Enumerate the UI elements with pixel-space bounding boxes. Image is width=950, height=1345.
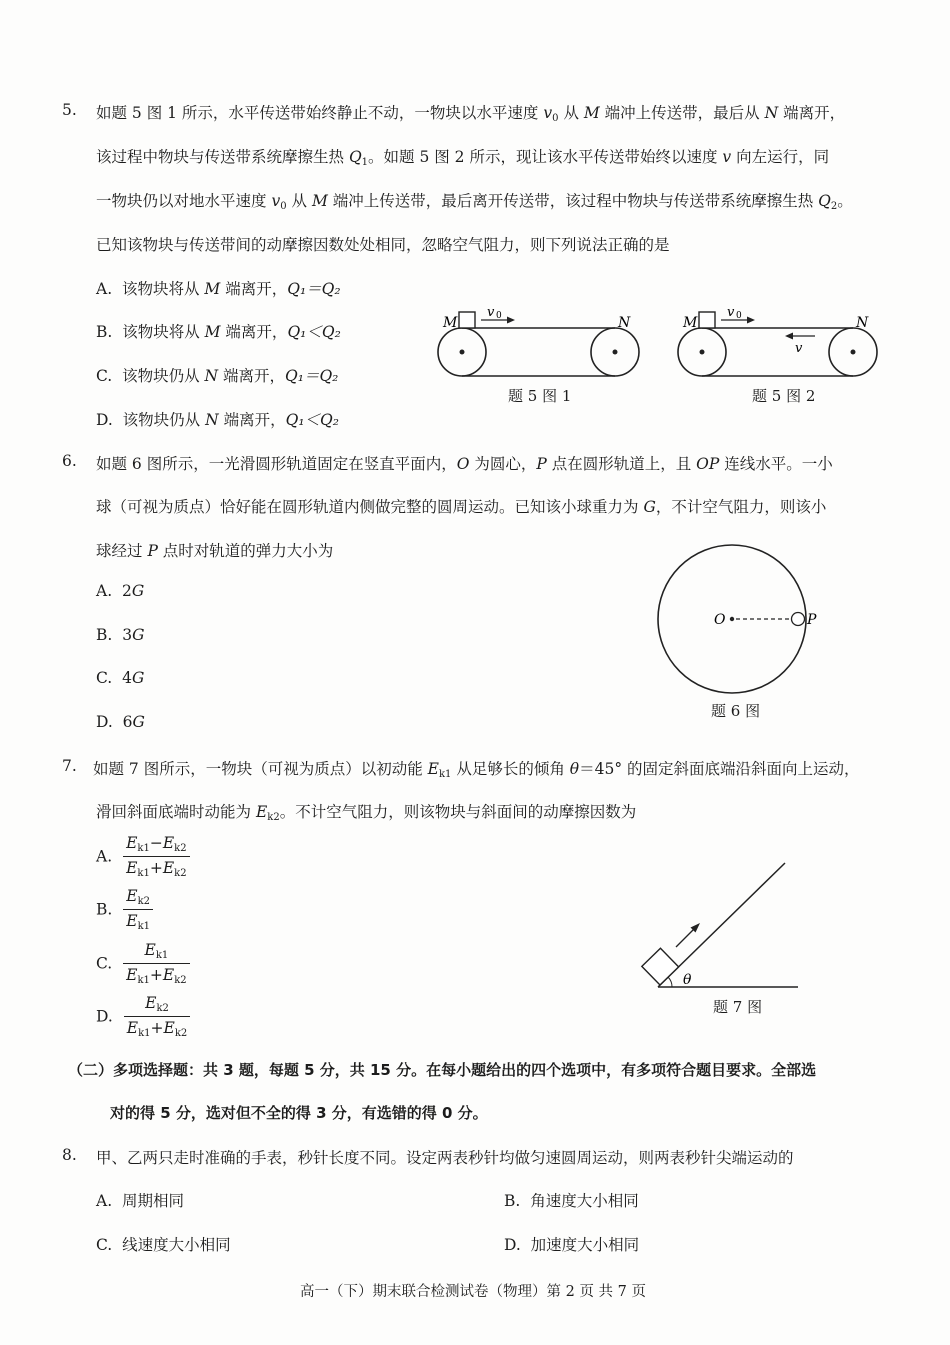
q5-stem-line2: 该过程中物块与传送带系统摩擦生热 $Q_1$。如题 5 图 2 所示，现让该水平传送带始终以速度 v 向左运行，同 xyxy=(96,148,830,168)
q7-figure-caption: 题 7 图 xyxy=(713,998,763,1016)
q6-option-a[interactable]: A. 2G xyxy=(96,582,145,600)
fraction: $\frac{E_{k1}}{E_{k1}+E_{k2}}$ xyxy=(123,941,190,986)
label-m: M xyxy=(683,315,698,331)
label-v0-sub: 0 xyxy=(736,311,742,321)
q7-stem-line1: 如题 7 图所示，一物块（可视为质点）以初动能 $E_{k1}$ 从足够长的倾角 θ＝45° 的固定斜面底端沿斜面向上运动， xyxy=(93,760,860,780)
label-theta: θ xyxy=(683,972,692,988)
fraction: $\frac{E_{k1}-E_{k2}}{E_{k1}+E_{k2}}$ xyxy=(123,834,190,879)
label-o: O xyxy=(714,612,726,628)
label-v0-sub: 0 xyxy=(496,311,502,321)
ball-at-p xyxy=(792,613,805,626)
q7-option-b[interactable]: B. $\frac{E_{k2}}{E_{k1}}$ xyxy=(96,887,153,932)
label-v0: v xyxy=(487,305,495,320)
q5-figure-2-caption: 题 5 图 2 xyxy=(752,387,816,405)
q5-option-c[interactable]: C. 该物块仍从 N 端离开，Q₁＝Q₂ xyxy=(96,367,339,385)
block xyxy=(642,948,679,985)
pulley-left-axle xyxy=(700,350,705,355)
q5-stem-line3: 一物块仍以对地水平速度 $v_0$ 从 M 端冲上传送带，最后离开传送带，该过程中物块与传送带系统摩擦生热 $Q_2$。 xyxy=(96,192,853,212)
q8-option-d[interactable]: D. 加速度大小相同 xyxy=(504,1236,640,1254)
q5-figure-1-caption: 题 5 图 1 xyxy=(508,387,572,405)
q7-option-a[interactable]: A. $\frac{E_{k1}-E_{k2}}{E_{k1}+E_{k2}}$ xyxy=(96,834,190,879)
q6-figure-caption: 题 6 图 xyxy=(711,702,761,720)
q8-number: 8. xyxy=(62,1146,77,1164)
q6-stem-line2: 球（可视为质点）恰好能在圆形轨道内侧做完整的圆周运动。已知该小球重力为 G，不计空气阻力，则该小 xyxy=(96,498,827,516)
fraction: $\frac{E_{k2}}{E_{k1}+E_{k2}}$ xyxy=(124,994,191,1039)
q5-stem-line1: 如题 5 图 1 所示，水平传送带始终静止不动，一物块以水平速度 $v_0$ 从 M 端冲上传送带，最后从 N 端离开， xyxy=(96,104,846,124)
q5-option-b[interactable]: B. 该物块将从 M 端离开，Q₁＜Q₂ xyxy=(96,323,341,341)
q6-stem-line1: 如题 6 图所示，一光滑圆形轨道固定在竖直平面内，O 为圆心，P 点在圆形轨道上，且 OP 连线水平。一小 xyxy=(96,455,833,473)
pulley-right-axle xyxy=(851,350,856,355)
q8-option-a[interactable]: A. 周期相同 xyxy=(96,1192,184,1210)
q8-option-b[interactable]: B. 角速度大小相同 xyxy=(504,1192,639,1210)
q6-stem-line3: 球经过 P 点时对轨道的弹力大小为 xyxy=(96,542,334,560)
q8-stem: 甲、乙两只走时准确的手表，秒针长度不同。设定两表秒针均做匀速圆周运动，则两表秒针尖端运动的 xyxy=(96,1149,794,1167)
label-v: v xyxy=(795,341,803,356)
block xyxy=(459,312,475,328)
q6-option-d[interactable]: D. 6G xyxy=(96,713,145,731)
q5-number: 5. xyxy=(62,101,77,119)
label-p: P xyxy=(807,612,817,628)
q7-stem-line2: 滑回斜面底端时动能为 $E_{k2}$。不计空气阻力，则该物块与斜面间的动摩擦因数为 xyxy=(96,803,637,823)
q5-option-d[interactable]: D. 该物块仍从 N 端离开，Q₁＜Q₂ xyxy=(96,411,339,429)
q7-option-c[interactable]: C. $\frac{E_{k1}}{E_{k1}+E_{k2}}$ xyxy=(96,941,190,986)
label-m: M xyxy=(443,315,458,331)
section2-heading-line2: 对的得 5 分，选对但不全的得 3 分，有选错的得 0 分。 xyxy=(110,1104,488,1122)
pulley-left-axle xyxy=(460,350,465,355)
label-n: N xyxy=(618,315,631,331)
q6-figure xyxy=(650,540,830,700)
block xyxy=(699,312,715,328)
q5-stem-line4: 已知该物块与传送带间的动摩擦因数处处相同，忽略空气阻力，则下列说法正确的是 xyxy=(96,236,670,254)
q8-option-c[interactable]: C. 线速度大小相同 xyxy=(96,1236,231,1254)
theta-arc xyxy=(668,977,672,987)
fraction: $\frac{E_{k2}}{E_{k1}}$ xyxy=(123,887,153,932)
q5-option-a[interactable]: A. 该物块将从 M 端离开，Q₁＝Q₂ xyxy=(96,280,341,298)
q6-option-c[interactable]: C. 4G xyxy=(96,669,145,687)
center-o xyxy=(730,617,734,621)
q6-number: 6. xyxy=(62,452,77,470)
page-footer: 高一（下）期末联合检测试卷（物理）第 2 页 共 7 页 xyxy=(300,1284,646,1300)
section2-heading-line1: （二）多项选择题：共 3 题，每题 5 分，共 15 分。在每小题给出的四个选项中，有多项符合题目要求。全部选 xyxy=(68,1061,817,1079)
q6-option-b[interactable]: B. 3G xyxy=(96,626,145,644)
label-n: N xyxy=(856,315,869,331)
q7-number: 7. xyxy=(62,757,77,775)
q7-option-d[interactable]: D. $\frac{E_{k2}}{E_{k1}+E_{k2}}$ xyxy=(96,994,190,1039)
label-v0: v xyxy=(727,305,735,320)
pulley-right-axle xyxy=(613,350,618,355)
q7-figure xyxy=(630,855,810,995)
